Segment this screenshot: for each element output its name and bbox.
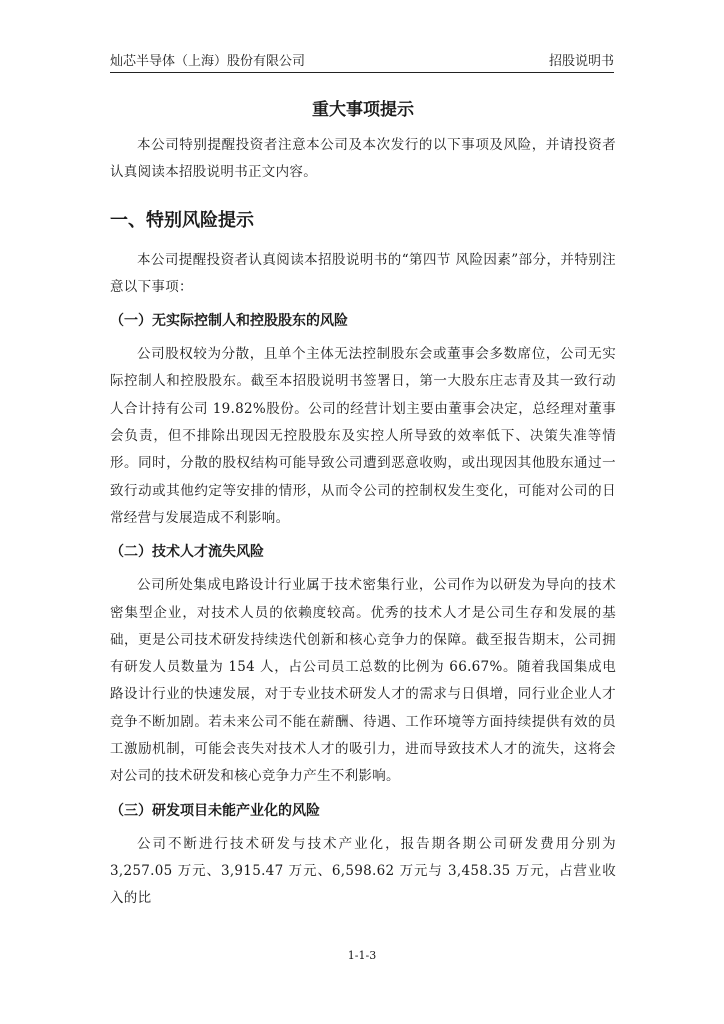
subsection-body-2: 公司所处集成电路设计行业属于技术密集行业，公司作为以研发为导向的技术密集型企业，对技术人员的依赖度较高。优秀的技术人才是公司生存和发展的基础，更是公司技术研发持续迭代创新和核心竞争力的保障。截至报告期末，公司拥有研发人员数量为 154 人，占公司员工总数的比例为 66.67%。随着我国集成电路设计行业的快速发展，对于专业技术研发人才的需求与日俱增，同行业企业人才竞争不断加剧。若未来公司不能在薪酬、待遇、工作环境等方面持续提供有效的员工激励机制，可能会丧失对技术人才的吸引力，进而导致技术人才的流失，这将会对公司的技术研发和核心竞争力产生不利影响。 [110, 577, 616, 785]
header-doc-type: 招股说明书 [548, 54, 614, 69]
subsection-heading-3: （三）研发项目未能产业化的风险 [110, 802, 320, 819]
header-company: 灿芯半导体（上海）股份有限公司 [110, 54, 306, 69]
subsection-heading-1: （一）无实际控制人和控股股东的风险 [110, 313, 348, 330]
page-content [110, 92, 616, 913]
subsection-heading-2: （二）技术人才流失风险 [110, 544, 264, 561]
page-header [110, 50, 614, 73]
page-title: 重大事项提示 [312, 100, 414, 120]
subsection-body-1: 公司股权较为分散，且单个主体无法控制股东会或董事会多数席位，公司无实际控制人和控股股东。截至本招股说明书签署日，第一大股东庄志青及其一致行动人合计持有公司 19.82%股份。公司的经营计划主要由董事会决定，总经理对董事会负责，但不排除出现因无控股股东及实控人所导致的效率低下、决策失准等情形。同时，分散的股权结构可能导致公司遭到恶意收购，或出现因其他股东通过一致行动或其他约定等安排的情形，从而令公司的控制权发生变化，可能对公司的日常经营与发展造成不利影响。 [110, 346, 616, 526]
section-intro: 本公司提醒投资者认真阅读本招股说明书的“第四节 风险因素”部分，并特别注意以下事项： [110, 251, 616, 295]
section-heading: 一、特别风险提示 [110, 209, 254, 231]
page-number: 1-1-3 [347, 949, 377, 962]
subsection-body-3: 公司不断进行技术研发与技术产业化，报告期各期公司研发费用分别为 3,257.05 万元、3,915.47 万元、6,598.62 万元与 3,458.35 万元，占营业收入的比 [110, 835, 616, 907]
intro-paragraph: 本公司特别提醒投资者注意本公司及本次发行的以下事项及风险，并请投资者认真阅读本招股说明书正文内容。 [110, 137, 616, 181]
